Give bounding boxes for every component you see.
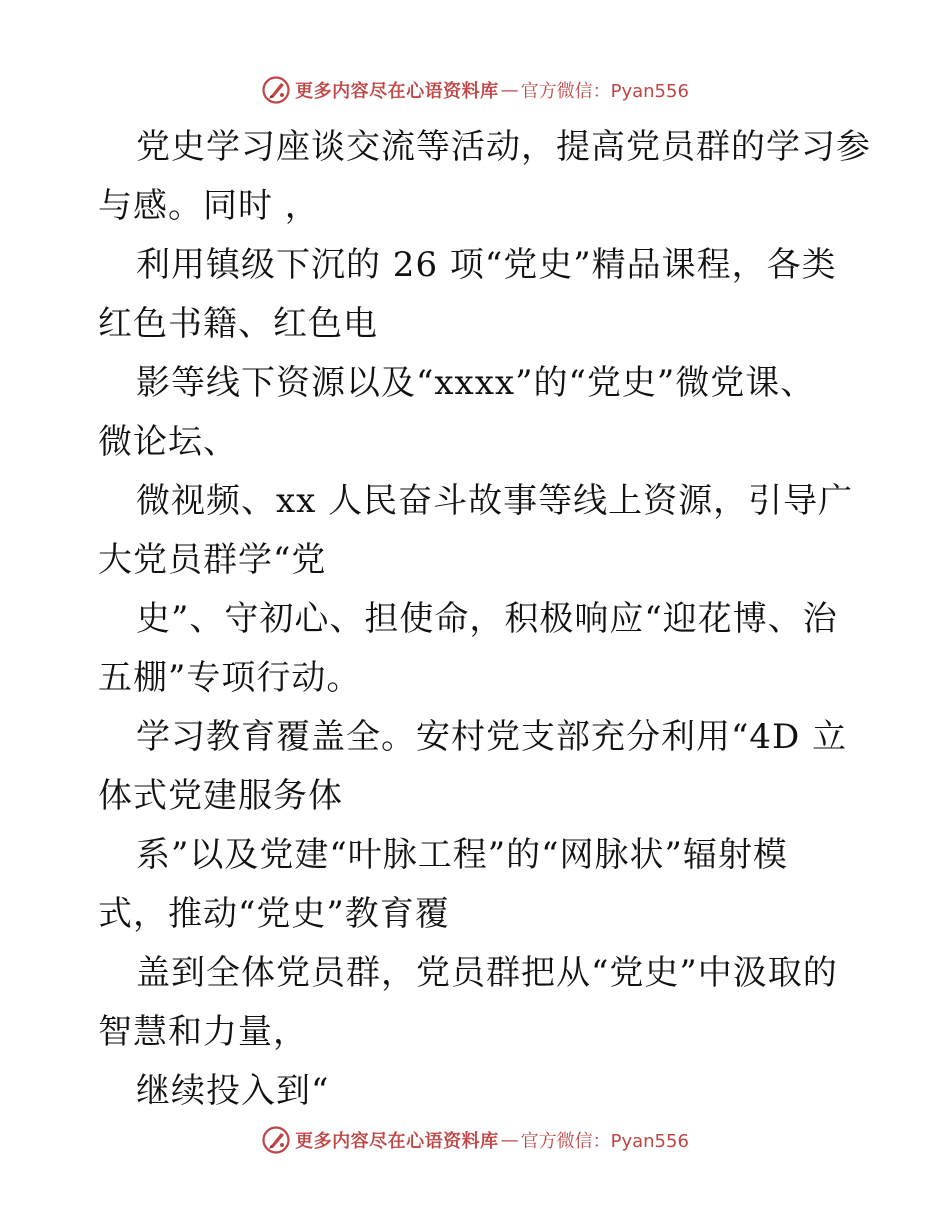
body-line: 系”以及党建“叶脉工程”的“网脉状”辐射模 (136, 835, 788, 875)
quill-pen-circle-icon (261, 1125, 291, 1155)
body-line: 利用镇级下沉的 26 项“党史”精品课程，各类 (136, 245, 837, 285)
header-contact: 官方微信：Pyan556 (520, 81, 689, 102)
footer-dash: — (500, 1129, 519, 1151)
document-body (98, 118, 871, 1121)
quill-pen-circle-icon (261, 75, 291, 105)
body-line: 盖到全体党员群，党员群把从“党史”中汲取的 (136, 953, 838, 993)
body-line: 继续投入到“ (136, 1071, 330, 1111)
body-line: 红色书籍、红色电 (98, 304, 378, 344)
body-line: 体式党建服务体 (98, 776, 343, 816)
header-dash: — (500, 79, 519, 101)
footer-contact: 官方微信：Pyan556 (520, 1131, 689, 1152)
body-line: 党史学习座谈交流等活动，提高党员群的学习参 (136, 127, 871, 167)
body-line: 微视频、xx 人民奋斗故事等线上资源，引导广 (136, 481, 854, 521)
body-line: 与感。同时 ， (98, 186, 320, 226)
header-banner (0, 72, 950, 108)
body-line: 智慧和力量， (98, 1012, 308, 1052)
body-line: 式，推动“党史”教育覆 (98, 894, 450, 934)
body-line: 微论坛、 (98, 422, 238, 462)
body-line: 大党员群学“党 (98, 540, 327, 580)
header-title: 更多内容尽在心语资料库 (295, 81, 499, 102)
footer-banner (0, 1122, 950, 1158)
body-line: 史”、守初心、担使命，积极响应“迎花博、治 (136, 599, 838, 639)
footer-title: 更多内容尽在心语资料库 (295, 1131, 499, 1152)
body-line: 五棚”专项行动。 (98, 658, 362, 698)
body-line: 影等线下资源以及“xxxx”的“党史”微党课、 (136, 363, 816, 403)
body-line: 学习教育覆盖全。安村党支部充分利用“4D 立 (136, 717, 848, 757)
